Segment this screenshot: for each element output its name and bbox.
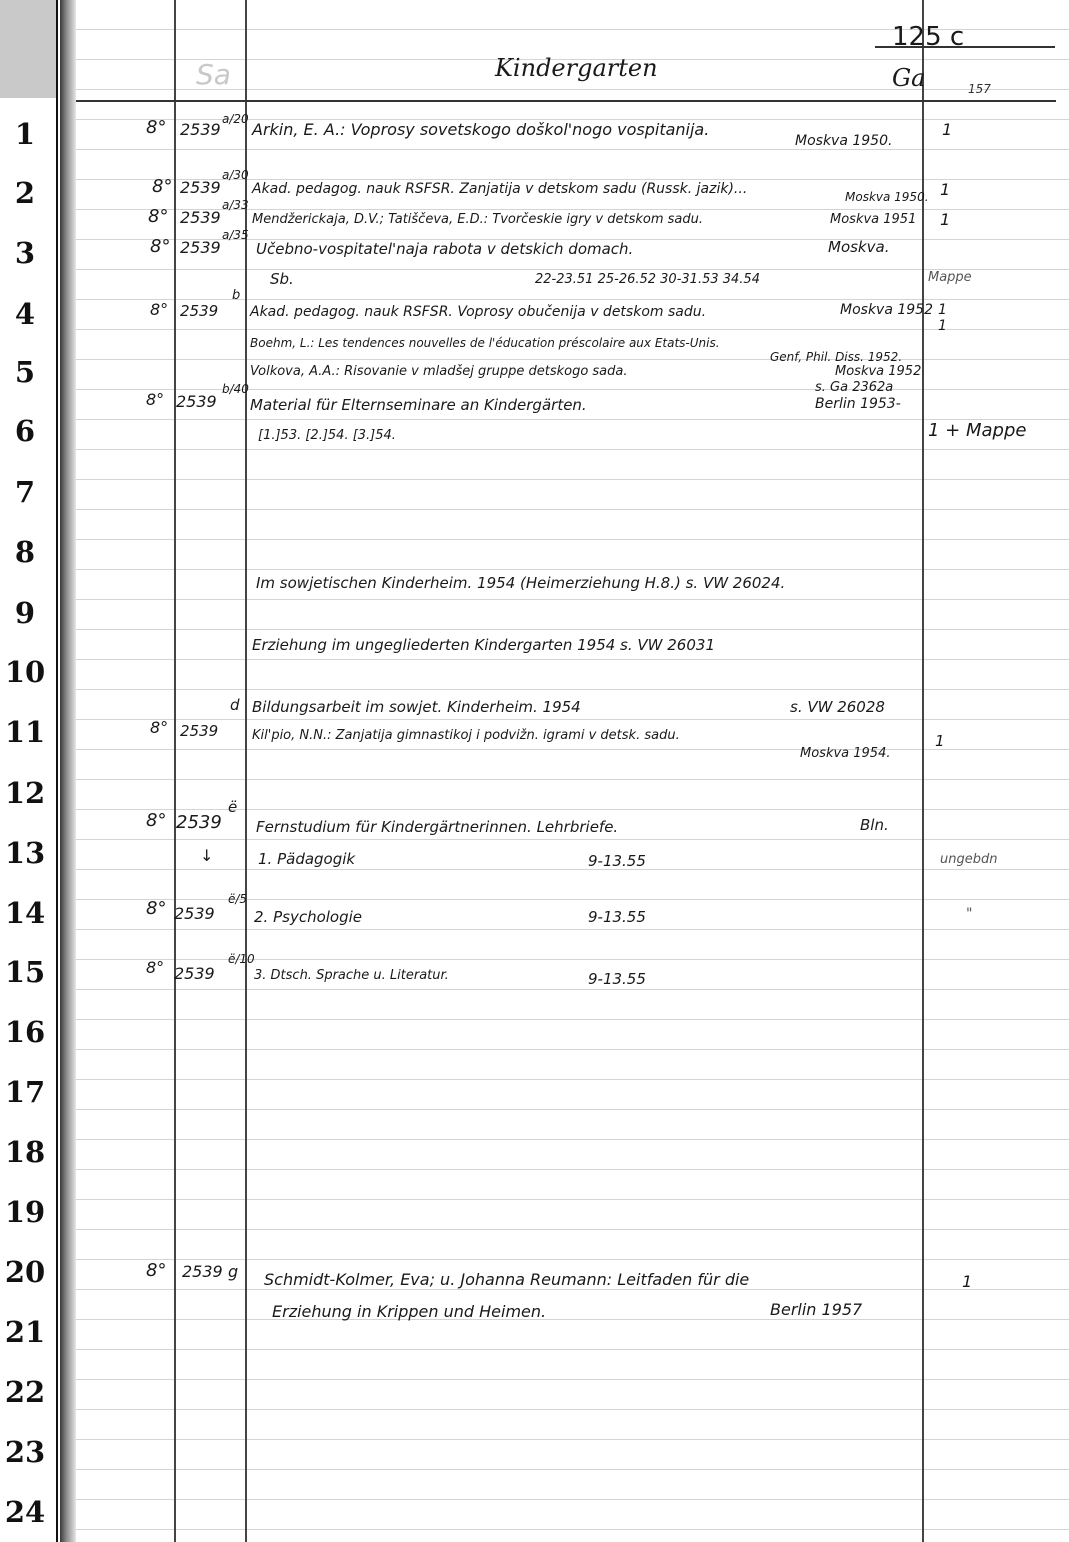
row-number: 5: [14, 355, 36, 389]
entry-text: 1. Pädagogik: [258, 850, 356, 868]
row-number: 16: [4, 1015, 46, 1049]
page-number: 125 c: [892, 22, 965, 52]
entry-text: Arkin, E. A.: Voprosy sovetskogo doškol'nogo vospitanija.: [252, 120, 710, 139]
entry-count: 1: [938, 302, 947, 318]
entry-issues: 9-13.55: [588, 852, 646, 870]
entry-place: Genf, Phil. Diss. 1952.: [770, 350, 903, 364]
entry-place: Berlin 1953-: [815, 396, 901, 412]
entry-shelfmark: 2539: [174, 904, 215, 923]
entry-text: Sb.: [270, 270, 294, 288]
signature-code: Ga: [892, 64, 926, 92]
entry-text: Bildungsarbeit im sowjet. Kinderheim. 1954: [252, 698, 581, 716]
gutter-divider: [56, 0, 58, 1542]
row-number: 11: [4, 715, 46, 749]
entry-text: Akad. pedagog. nauk RSFSR. Zanjatija v detskom sadu (Russk. jazik)...: [252, 181, 748, 197]
ledger-page: [60, 0, 1069, 1542]
entry-format: 8°: [148, 206, 169, 227]
entry-text: Material für Elternseminare an Kindergärten.: [250, 396, 587, 414]
row-number: 24: [4, 1495, 46, 1529]
entry-format: 8°: [146, 898, 167, 919]
row-number: 13: [4, 836, 46, 870]
entry-text: Schmidt-Kolmer, Eva; u. Johanna Reumann: Leitfaden für die: [264, 1270, 750, 1289]
entry-place: Moskva 1951: [830, 212, 917, 227]
entry-submark: d: [230, 696, 240, 714]
header-rule: [76, 100, 1056, 102]
entry-format: 8°: [146, 390, 165, 409]
entry-text: 3. Dtsch. Sprache u. Literatur.: [254, 968, 449, 983]
row-number: 9: [14, 596, 36, 630]
faint-header-mark: Sa: [196, 58, 231, 91]
entry-submark: a/30: [222, 168, 249, 182]
entry-format: 8°: [150, 236, 171, 257]
entry-text: Fernstudium für Kindergärtnerinnen. Lehrbriefe.: [256, 818, 619, 836]
entry-submark: ë: [228, 798, 238, 816]
entry-text: Akad. pedagog. nauk RSFSR. Voprosy obučenija v detskom sadu.: [250, 304, 707, 320]
entry-reference: s. VW 26028: [790, 698, 885, 716]
entry-text: Im sowjetischen Kinderheim. 1954 (Heimerziehung H.8.) s. VW 26024.: [256, 574, 786, 592]
entry-format: 8°: [146, 810, 167, 831]
signature-number: 157: [968, 82, 991, 96]
entry-shelfmark: 2539: [176, 392, 217, 411]
page-title: Kindergarten: [495, 54, 658, 82]
entry-text: Erziehung in Krippen und Heimen.: [272, 1302, 547, 1321]
entry-shelfmark: 2539: [174, 964, 215, 983]
entry-submark: a/33: [222, 198, 249, 212]
entry-shelfmark: 2539: [182, 1262, 223, 1281]
entry-count: 1: [942, 120, 953, 139]
entry-count: 1: [940, 210, 951, 229]
entry-count: 1: [962, 1272, 973, 1291]
row-number: 19: [4, 1195, 46, 1229]
entry-submark: a/35: [222, 228, 249, 242]
entry-arrow: ↓: [200, 846, 214, 865]
row-number: 17: [4, 1075, 46, 1109]
entry-submark: g: [228, 1262, 239, 1281]
entry-text: 2. Psychologie: [254, 908, 363, 926]
row-number: 14: [4, 896, 46, 930]
entry-place: Moskva 1954.: [800, 746, 891, 761]
entry-format: 8°: [152, 176, 173, 197]
entry-format: 8°: [146, 1260, 167, 1281]
entry-place: Berlin 1957: [770, 1300, 863, 1319]
entry-place: Moskva 1952: [840, 302, 933, 318]
entry-format: 8°: [146, 117, 167, 138]
entry-place: Bln.: [860, 816, 889, 834]
entry-shelfmark: 2539: [180, 722, 219, 740]
entry-count: ": [966, 906, 973, 922]
entry-submark: b: [232, 288, 241, 303]
entry-count: 1: [940, 180, 951, 199]
entry-shelfmark: 2539: [180, 120, 221, 139]
entry-reference: s. Ga 2362a: [815, 380, 894, 395]
row-number: 3: [14, 236, 36, 270]
entry-place: Moskva 1952: [835, 364, 922, 379]
row-number: 21: [4, 1315, 46, 1349]
entry-shelfmark: 2539: [180, 208, 221, 227]
entry-place: Moskva 1950.: [795, 133, 893, 149]
row-number: 2: [14, 176, 36, 210]
column-rule-count: [922, 0, 924, 1542]
entry-text: Kil'pio, N.N.: Zanjatija gimnastikoj i podvižn. igrami v detsk. sadu.: [252, 728, 680, 743]
entry-issues: 22-23.51 25-26.52 30-31.53 34.54: [535, 272, 760, 287]
entry-submark: b/40: [222, 382, 249, 396]
entry-shelfmark: 2539: [180, 238, 221, 257]
row-number: 6: [14, 414, 36, 448]
row-number: 15: [4, 955, 46, 989]
entry-submark: ë/10: [228, 952, 255, 966]
entry-text: [1.]53. [2.]54. [3.]54.: [258, 428, 396, 443]
row-number: 18: [4, 1135, 46, 1169]
row-number: 12: [4, 776, 46, 810]
row-number-gutter: [0, 0, 56, 1542]
entry-place: Moskva.: [828, 238, 890, 256]
entry-count: ungebdn: [940, 852, 998, 867]
entry-format: 8°: [150, 718, 169, 737]
entry-count: 1: [938, 318, 947, 334]
entry-shelfmark: 2539: [180, 302, 219, 320]
entry-format: 8°: [146, 958, 165, 977]
row-number: 8: [14, 535, 36, 569]
binding-shadow: [60, 0, 76, 1542]
row-number: 23: [4, 1435, 46, 1469]
row-number: 1: [14, 117, 36, 151]
entry-format: 8°: [150, 300, 169, 319]
row-number: 10: [4, 655, 46, 689]
entry-submark: ë/5: [228, 892, 248, 906]
entry-text: Učebno-vospitatel'naja rabota v detskich domach.: [256, 240, 634, 258]
entry-issues: 9-13.55: [588, 908, 646, 926]
gutter-header-block: [0, 0, 56, 98]
entry-text: Boehm, L.: Les tendences nouvelles de l'éducation préscolaire aux Etats-Unis.: [250, 336, 720, 350]
entry-count: Mappe: [928, 270, 972, 285]
row-number: 7: [14, 475, 36, 509]
entry-issues: 9-13.55: [588, 970, 646, 988]
column-rule-format: [174, 0, 176, 1542]
entry-text: Volkova, A.A.: Risovanie v mladšej gruppe detskogo sada.: [250, 364, 628, 379]
row-number: 22: [4, 1375, 46, 1409]
row-number: 4: [14, 297, 36, 331]
entry-count: 1 + Mappe: [928, 420, 1027, 441]
entry-shelfmark: 2539: [176, 812, 222, 833]
entry-text: Mendžerickaja, D.V.; Tatiščeva, E.D.: Tvorčeskie igry v detskom sadu.: [252, 212, 703, 227]
entry-place: Moskva 1950.: [845, 190, 929, 204]
entry-count: 1: [935, 732, 945, 750]
entry-shelfmark: 2539: [180, 178, 221, 197]
row-number: 20: [4, 1255, 46, 1289]
entry-text: Erziehung im ungegliederten Kindergarten 1954 s. VW 26031: [252, 636, 715, 654]
entry-submark: a/20: [222, 112, 249, 126]
